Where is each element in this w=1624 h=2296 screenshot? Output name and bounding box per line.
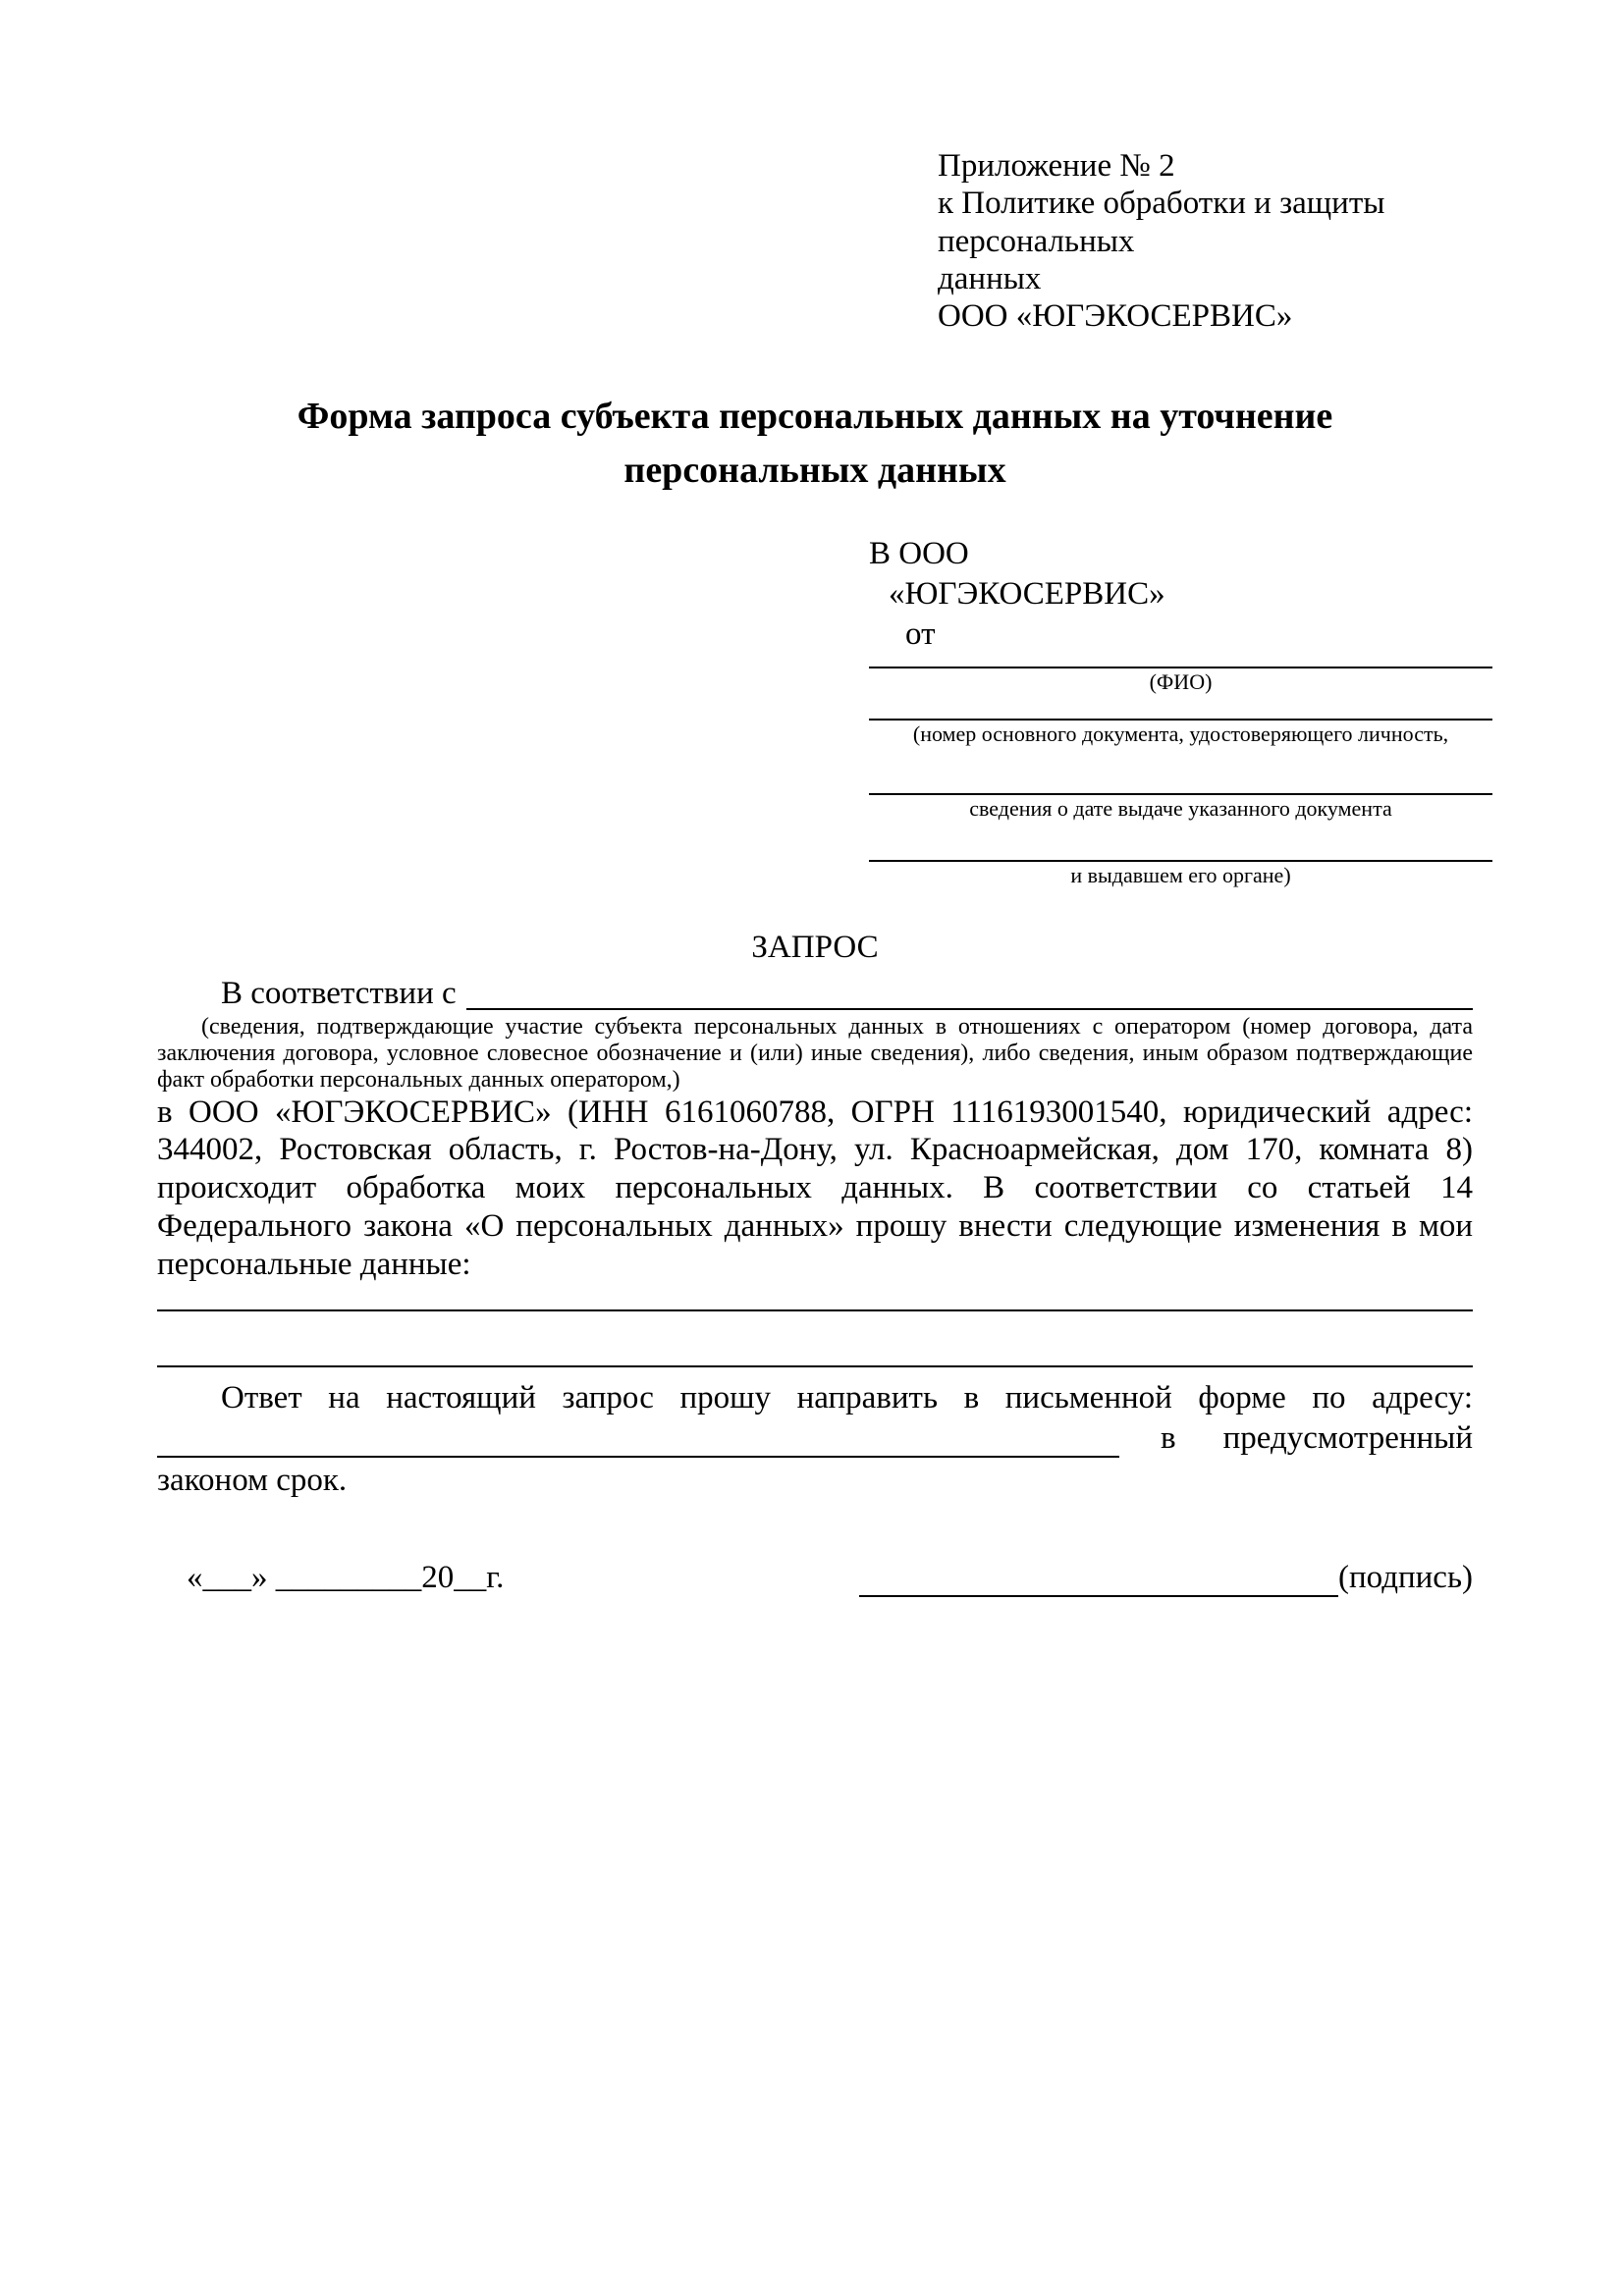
answer-tail-word-2: предусмотренный bbox=[1222, 1420, 1473, 1457]
answer-paragraph-line: Ответ на настоящий запрос прошу направить в письменной форме по адресу: bbox=[221, 1380, 1473, 1416]
answer-closing: законом срок. bbox=[157, 1463, 348, 1499]
id-doc-caption-1: (номер основного документа, удостоверяющего личность, bbox=[912, 721, 1449, 746]
request-heading: ЗАПРОС bbox=[751, 929, 879, 965]
accordance-footnote: (сведения, подтверждающие участие субъекта персональных данных в отношениях с оператором (номер договора, дата заключения договора, условное словесное обозначение и (или) иные сведения), либо сведения, иным образом подтверждающие факт обработки персональных данных оператором,) bbox=[157, 1013, 1473, 1093]
fio-blank-field bbox=[869, 655, 1492, 668]
changes-blank-field-2 bbox=[157, 1365, 1473, 1367]
addressee-to-line: В ООО bbox=[869, 535, 969, 571]
date-blank-line: «___» _________20__г. bbox=[187, 1560, 505, 1596]
answer-tail bbox=[1119, 1419, 1473, 1458]
request-body-paragraph: в ООО «ЮГЭКОСЕРВИС» (ИНН 6161060788, ОГРН 1116193001540, юридический адрес: 344002, Ростовская область, г. Ростов-на-Дону, ул. Красноармейская, дом 170, комната 8) происходит обработка моих персональных данных. В соответствии со статьей 14 Федерального закона «О персональных данных» прошу внести следующие изменения в мои персональные данные: bbox=[157, 1094, 1473, 1283]
document-title-line-2: персональных данных bbox=[623, 450, 1006, 492]
id-doc-caption-3: и выдавшем его органе) bbox=[1070, 863, 1291, 888]
appendix-line-3: данных bbox=[938, 260, 1042, 296]
changes-blank-field-1 bbox=[157, 1309, 1473, 1311]
addressee-block bbox=[869, 534, 1492, 890]
signature-blank-field bbox=[859, 1562, 1338, 1597]
id-doc-blank-field-2 bbox=[869, 748, 1492, 795]
appendix-note bbox=[938, 147, 1473, 335]
accordance-blank-field bbox=[466, 1008, 1473, 1010]
id-doc-caption-2: сведения о дате выдаче указанного документа bbox=[969, 796, 1392, 822]
id-doc-blank-field-3 bbox=[869, 824, 1492, 862]
appendix-line-4: ООО «ЮГЭКОСЕРВИС» bbox=[938, 298, 1293, 335]
signature-area bbox=[859, 1559, 1473, 1597]
answer-address-row bbox=[157, 1419, 1473, 1458]
addressee-from-label: от bbox=[905, 616, 936, 653]
document-title bbox=[157, 390, 1473, 498]
document-title-line-1: Форма запроса субъекта персональных данных на уточнение bbox=[297, 396, 1333, 438]
answer-tail-word-1: в bbox=[1161, 1420, 1176, 1457]
accordance-row bbox=[157, 974, 1473, 1014]
signature-caption: (подпись) bbox=[1338, 1560, 1473, 1596]
accordance-label: В соответствии с bbox=[221, 975, 457, 1011]
appendix-line-1: Приложение № 2 bbox=[938, 148, 1175, 184]
appendix-line-2: к Политике обработки и защиты персональных bbox=[938, 186, 1385, 259]
fio-caption: (ФИО) bbox=[1149, 669, 1213, 695]
addressee-org-line: «ЮГЭКОСЕРВИС» bbox=[889, 575, 1165, 612]
id-doc-blank-field-1 bbox=[869, 697, 1492, 721]
address-blank-field bbox=[157, 1420, 1119, 1458]
footer-row bbox=[157, 1559, 1473, 1597]
